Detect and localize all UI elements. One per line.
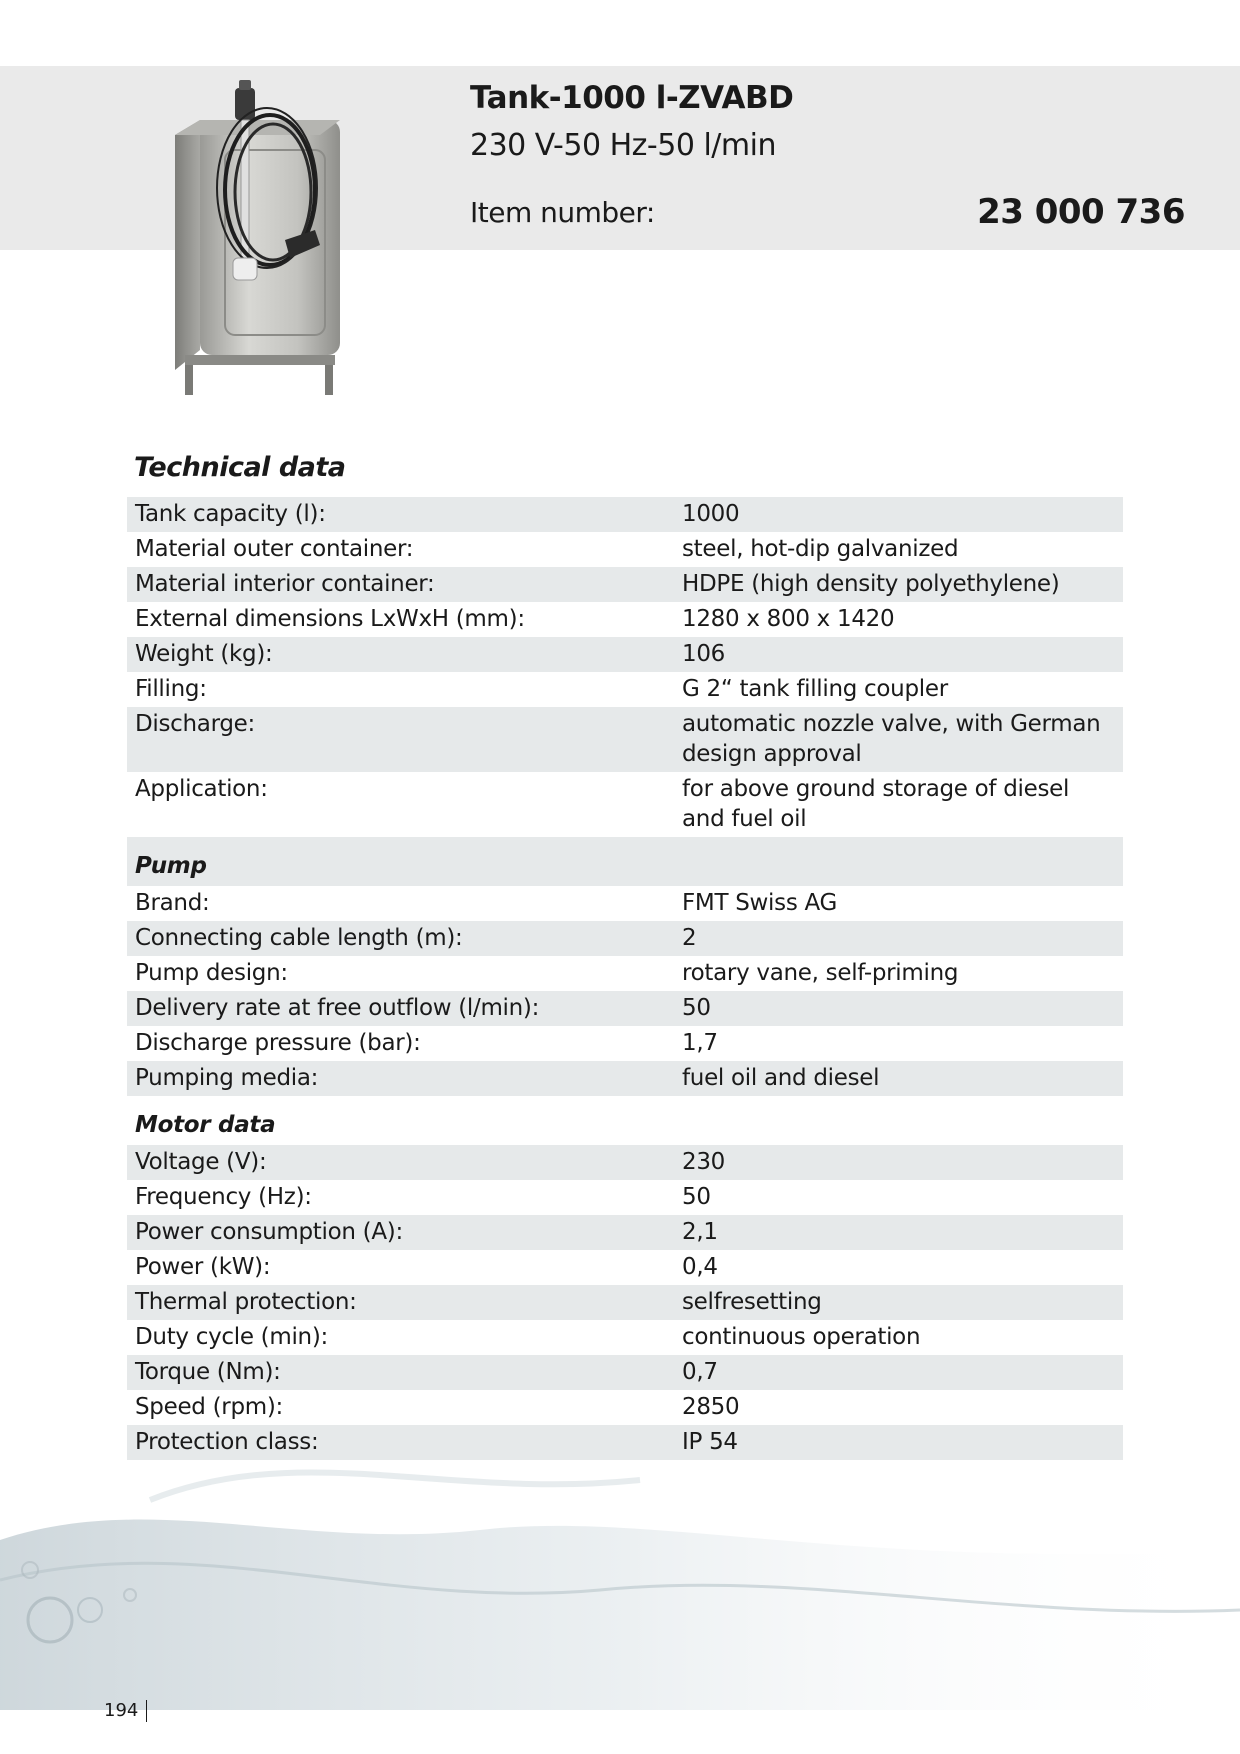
table-row [127, 1250, 1123, 1285]
spec-value: 1280 x 800 x 1420 [682, 606, 895, 632]
spec-value: 2,1 [682, 1219, 718, 1245]
spec-label: Voltage (V): [135, 1149, 267, 1175]
table-row [127, 1320, 1123, 1355]
table-row [127, 1180, 1123, 1215]
spec-label: Torque (Nm): [135, 1359, 281, 1385]
spec-value: continuous operation [682, 1324, 921, 1350]
spec-label: Material interior container: [135, 571, 435, 597]
page-number: 194 [104, 1700, 147, 1722]
spec-value: steel, hot-dip galvanized [682, 536, 959, 562]
item-number-value: 23 000 736 [977, 192, 1185, 232]
spec-label: Connecting cable length (m): [135, 925, 463, 951]
spec-label: External dimensions LxWxH (mm): [135, 606, 525, 632]
spec-label: Power (kW): [135, 1254, 271, 1280]
spec-label: Protection class: [135, 1429, 319, 1455]
pump-heading-row [127, 837, 1123, 886]
table-row [127, 1145, 1123, 1180]
spec-value: 1,7 [682, 1030, 718, 1056]
spec-label: Brand: [135, 890, 210, 916]
item-number-label: Item number: [470, 196, 655, 229]
product-subtitle: 230 V-50 Hz-50 l/min [470, 128, 776, 163]
table-row [127, 921, 1123, 956]
spec-value: 1000 [682, 501, 740, 527]
spec-label: Duty cycle (min): [135, 1324, 328, 1350]
spec-label: Pump design: [135, 960, 288, 986]
spec-label: Material outer container: [135, 536, 414, 562]
table-row [127, 1215, 1123, 1250]
spec-value: 230 [682, 1149, 725, 1175]
spec-label: Delivery rate at free outflow (l/min): [135, 995, 540, 1021]
table-row [127, 532, 1123, 567]
water-splash-decoration [0, 1380, 1240, 1710]
spec-value: automatic nozzle valve, with German design approval [682, 711, 1101, 767]
table-row [127, 956, 1123, 991]
spec-label: Frequency (Hz): [135, 1184, 312, 1210]
spec-label: Power consumption (A): [135, 1219, 403, 1245]
spec-label: Tank capacity (l): [135, 501, 326, 527]
product-title: Tank-1000 l-ZVABD [470, 80, 794, 116]
spec-value: 50 [682, 1184, 711, 1210]
spec-label: Pumping media: [135, 1065, 319, 1091]
table-row [127, 567, 1123, 602]
spec-value: G 2“ tank filling coupler [682, 676, 948, 702]
table-row [127, 637, 1123, 672]
table-row [127, 497, 1123, 532]
table-row [127, 1061, 1123, 1096]
table-row [127, 707, 1123, 772]
spec-value: rotary vane, self-priming [682, 960, 959, 986]
spec-label: Filling: [135, 676, 207, 702]
table-row [127, 672, 1123, 707]
table-row [127, 1026, 1123, 1061]
spec-label: Application: [135, 776, 268, 802]
table-row [127, 772, 1123, 837]
spec-value: selfresetting [682, 1289, 822, 1315]
spec-label: Speed (rpm): [135, 1394, 283, 1420]
spec-value: IP 54 [682, 1429, 738, 1455]
technical-data-heading: Technical data [134, 452, 346, 483]
spec-value: 2850 [682, 1394, 740, 1420]
spec-value: 106 [682, 641, 725, 667]
spec-value: 2 [682, 925, 697, 951]
spec-value: 0,7 [682, 1359, 718, 1385]
spec-value: fuel oil and diesel [682, 1065, 880, 1091]
table-row [127, 886, 1123, 921]
spec-label: Discharge pressure (bar): [135, 1030, 421, 1056]
spec-value: for above ground storage of diesel and fuel oil [682, 776, 1070, 832]
spec-value: FMT Swiss AG [682, 890, 838, 916]
pump-heading: Pump [135, 853, 207, 879]
table-row [127, 602, 1123, 637]
spec-label: Discharge: [135, 711, 255, 737]
table-row [127, 991, 1123, 1026]
spec-value: 50 [682, 995, 711, 1021]
motor-heading-row [127, 1096, 1123, 1145]
motor-heading: Motor data [135, 1112, 276, 1138]
spec-label: Weight (kg): [135, 641, 273, 667]
spec-value: 0,4 [682, 1254, 718, 1280]
table-row [127, 1285, 1123, 1320]
spec-value: HDPE (high density polyethylene) [682, 571, 1060, 597]
tank-product-image [155, 80, 375, 410]
spec-table [127, 497, 1123, 1460]
spec-label: Thermal protection: [135, 1289, 357, 1315]
